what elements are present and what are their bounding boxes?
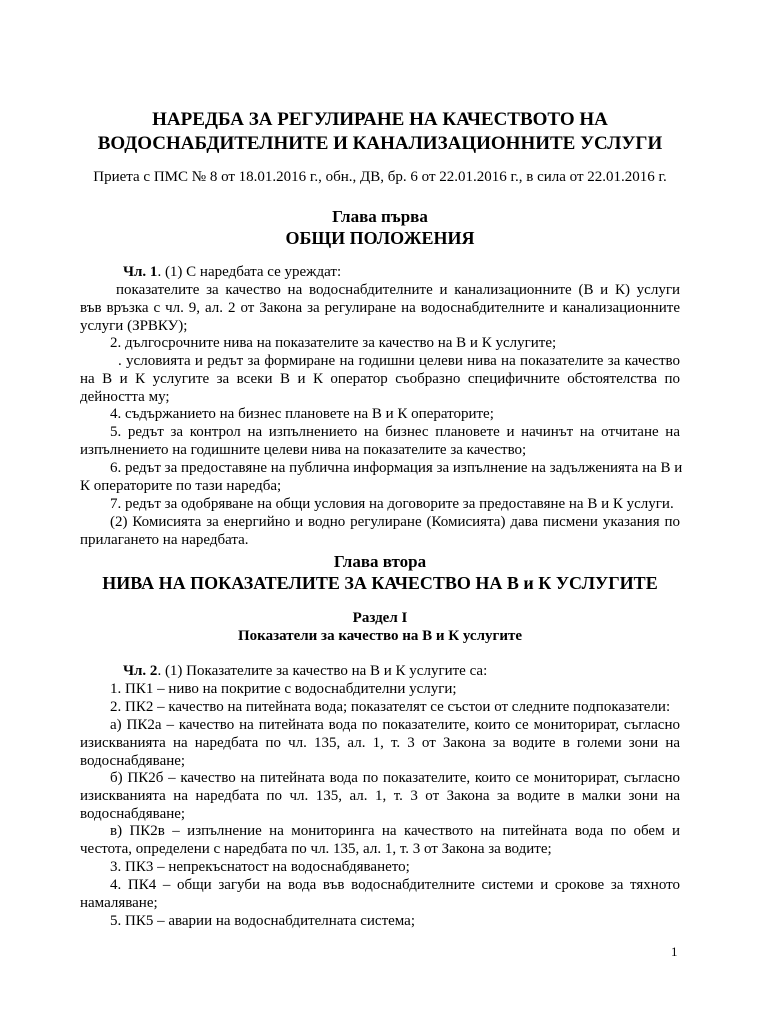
article-1-paragraph-2 (80, 514, 680, 550)
article-2-item-1 (80, 681, 680, 699)
paragraph-line: водоснабдяване; (80, 805, 186, 822)
article-1-item-2 (80, 335, 680, 353)
paragraph-line: б) ПК2б – качество на питейната вода по показателите, които се мониторират, съгласно (110, 770, 680, 786)
title-line-2: ВОДОСНАБДИТЕЛНИТЕ И КАНАЛИЗАЦИОННИТЕ УСЛУГИ (97, 133, 663, 154)
chapter-1-label: Глава първа (332, 207, 428, 226)
article-1-label: Чл. 1 (123, 264, 158, 280)
section-1-label: Раздел I (352, 610, 408, 626)
article-2-intro-text: . (1) Показателите за качество на В и К услугите са: (157, 663, 488, 679)
paragraph-line: услуги (ЗРВКУ); (80, 317, 188, 334)
article-2-item-2b (80, 770, 680, 823)
page-number: 1 (671, 944, 678, 959)
paragraph-line: 5. редът за контрол на изпълнението на бизнес плановете и начинът на отчитане на (110, 424, 680, 440)
article-2-intro (80, 663, 680, 681)
article-1-intro (80, 264, 680, 282)
chapter-2-title: НИВА НА ПОКАЗАТЕЛИТЕ ЗА КАЧЕСТВО НА В и К УСЛУГИТЕ (102, 573, 658, 593)
paragraph-line: изискванията на наредбата по чл. 135, ал. 1, т. 3 от Закона за водите в големи зони на (80, 734, 680, 751)
paragraph-line: 5. ПК5 – аварии на водоснабдителната система; (110, 913, 416, 929)
paragraph-line: 3. ПК3 – непрекъснатост на водоснабдяването; (110, 859, 410, 875)
article-1-item-3 (80, 353, 680, 406)
article-1-item-6 (80, 460, 683, 496)
paragraph-line: 4. ПК4 – общи загуби на вода във водоснабдителните системи и срокове за тяхното (110, 877, 680, 893)
article-1-item-4 (80, 406, 680, 424)
article-2-item-4 (80, 877, 680, 913)
article-2-item-2v (80, 823, 680, 859)
article-1-item-5 (80, 424, 680, 460)
paragraph-line: 1. ПК1 – ниво на покритие с водоснабдителни услуги; (110, 681, 457, 697)
section-1-title: Показатели за качество на В и К услугите (238, 628, 522, 644)
paragraph-line: (2) Комисията за енергийно и водно регулиране (Комисията) дава писмени указания по (110, 514, 680, 530)
article-2-item-2a (80, 717, 680, 770)
paragraph-line: а) ПК2а – качество на питейната вода по показателите, които се мониторират, съгласно (110, 717, 680, 733)
paragraph-line: изпълнението на годишните целеви нива на показателите за качество; (80, 441, 527, 458)
paragraph-line: на В и К услугите за всеки В и К оператор съобразно специфичните обстоятелства по (80, 370, 680, 387)
paragraph-line: във връзка с чл. 9, ал. 2 от Закона за регулиране на водоснабдителните и канализационните (80, 299, 680, 316)
article-2-label: Чл. 2 (123, 663, 158, 679)
paragraph-line: . условията и редът за формиране на годишни целеви нива на показателите за качество (118, 353, 680, 369)
paragraph-line: 4. съдържанието на бизнес плановете на В и К операторите; (110, 406, 494, 422)
paragraph-line: 2. дългосрочните нива на показателите за качество на В и К услугите; (110, 335, 557, 351)
paragraph-line: изискванията на наредбата по чл. 135, ал. 1, т. 3 от Закона за водите в малки зони на (80, 787, 680, 804)
chapter-2-label: Глава втора (333, 552, 427, 571)
paragraph-line: 2. ПК2 – качество на питейната вода; показателят се състои от следните подпоказатели: (110, 699, 671, 715)
article-1-intro-text: . (1) С наредбата се уреждат: (157, 264, 342, 280)
adoption-note: Приета с ПМС № 8 от 18.01.2016 г., обн., ДВ, бр. 6 от 22.01.2016 г., в сила от 22.01.2016 г. (93, 169, 667, 185)
paragraph-line: намаляване; (80, 894, 158, 911)
paragraph-line: водоснабдяване; (80, 752, 186, 769)
article-2-item-2 (80, 699, 680, 717)
paragraph-line: честота, определени с наредбата по чл. 135, ал. 1, т. 3 от Закона за водите; (80, 840, 552, 857)
paragraph-line: прилагането на наредбата. (80, 531, 249, 548)
article-1-item-7 (80, 496, 680, 514)
title-line-1: НАРЕДБА ЗА РЕГУЛИРАНЕ НА КАЧЕСТВОТО НА (152, 109, 608, 130)
paragraph-line: дейността му; (80, 388, 170, 405)
paragraph-line: 7. редът за одобряване на общи условия на договорите за предоставяне на В и К услуги. (110, 496, 674, 512)
paragraph-line: 6. редът за предоставяне на публична информация за изпълнение на задълженията на В и (110, 460, 683, 476)
paragraph-line: К операторите по тази наредба; (80, 477, 282, 494)
paragraph-line: показателите за качество на водоснабдителните и канализационните (В и К) услуги (116, 282, 680, 298)
article-1-item-1 (80, 282, 680, 335)
article-2-item-5 (80, 913, 680, 931)
chapter-1-title: ОБЩИ ПОЛОЖЕНИЯ (285, 228, 475, 248)
paragraph-line: в) ПК2в – изпълнение на мониторинга на качеството на питейната вода по обем и (110, 823, 680, 839)
article-2-item-3 (80, 859, 680, 877)
document-title (80, 108, 680, 156)
